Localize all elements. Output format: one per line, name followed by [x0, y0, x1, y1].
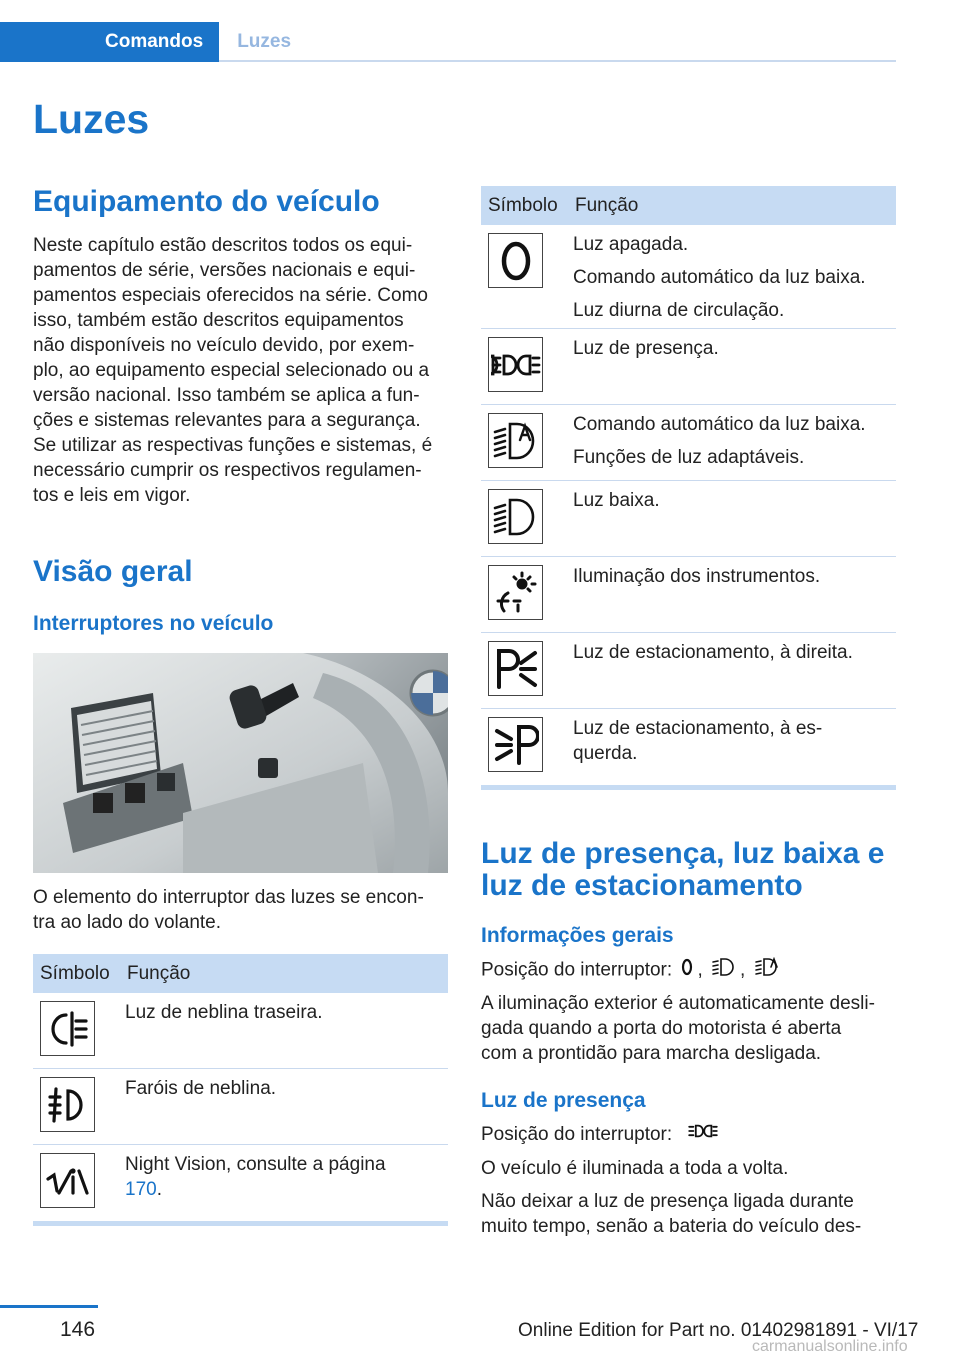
text-line: pamentos de série, versões nacionais e equi-: [33, 260, 416, 281]
symbol-table-left: [33, 954, 448, 1226]
low-beam-icon: [712, 957, 736, 984]
table-row: [481, 709, 896, 785]
parking-lights-icon: [681, 1122, 725, 1147]
table-row: [481, 557, 896, 633]
row-text: Luz baixa.: [573, 490, 660, 511]
separator: ,: [697, 959, 703, 981]
parking-lights-icon: [488, 337, 543, 392]
text-line: não disponíveis no veículo devido, por exem-: [33, 335, 415, 356]
text-line: gada quando a porta do motorista é aberta: [481, 1018, 842, 1039]
watermark: carmanualsonline.info: [752, 1338, 908, 1355]
switch-position-label: Posição do interruptor:: [481, 1124, 673, 1145]
subheading-interruptores: Interruptores no veículo: [33, 612, 274, 635]
row-text: Luz de neblina traseira.: [125, 1002, 323, 1023]
row-text: Luz de estacionamento, à es-: [573, 718, 823, 739]
text-line: O elemento do interruptor das luzes se encon-: [33, 887, 424, 908]
row-text: Luz diurna de circulação.: [573, 300, 785, 321]
table-row: [481, 633, 896, 709]
row-text: Comando automático da luz baixa.: [573, 267, 866, 288]
auto-headlight-icon: [488, 413, 543, 468]
table-end-rule: [481, 785, 896, 790]
row-text: Funções de luz adaptáveis.: [573, 447, 805, 468]
text-line: muito tempo, senão a bateria do veículo des-: [481, 1216, 862, 1237]
info-paragraph: [481, 991, 901, 1066]
text-line: versão nacional. Isso também se aplica a fun-: [33, 385, 420, 406]
table-end-rule: [33, 1221, 448, 1226]
auto-headlight-icon: [755, 957, 779, 984]
text-line: ções e sistemas relevantes para a segurança.: [33, 410, 421, 431]
text-line: necessário cumprir os respectivos regulamen-: [33, 460, 422, 481]
section-heading-luz-presenca: [481, 838, 884, 902]
text-paragraph: O veículo é iluminada a toda a volta.: [481, 1158, 789, 1179]
text-line: Se utilizar as respectivas funções e sistemas, é: [33, 435, 433, 456]
low-beam-icon: [488, 489, 543, 544]
text-line: isso, também estão descritos equipamentos: [33, 310, 404, 331]
tab-comandos[interactable]: Comandos: [0, 22, 219, 62]
heading-line: luz de estacionamento: [481, 869, 803, 902]
table-row: [33, 1069, 448, 1145]
symbol-table-right: [481, 186, 896, 790]
page-link[interactable]: 170: [125, 1179, 157, 1200]
page-number: 146: [60, 1318, 96, 1341]
page-number-rule: [0, 1305, 98, 1308]
text-line: pamentos especiais oferecidos na série. Como: [33, 285, 428, 306]
col-symbol-header: Símbolo: [488, 194, 558, 216]
instrument-lighting-icon: [488, 565, 543, 620]
row-text: Iluminação dos instrumentos.: [573, 566, 821, 587]
table-row: [481, 225, 896, 329]
dashboard-photo: [33, 653, 448, 873]
page-title: Luzes: [33, 96, 150, 142]
text-line: tra ao lado do volante.: [33, 912, 222, 933]
parking-light-left-icon: [488, 717, 543, 772]
row-text: Luz de presença.: [573, 338, 719, 359]
row-text: Luz de estacionamento, à direita.: [573, 642, 853, 663]
text-line: Não deixar a luz de presença ligada durante: [481, 1191, 854, 1212]
table-row: [33, 993, 448, 1069]
section-heading-equipamento: Equipamento do veículo: [33, 185, 380, 218]
table-row: [481, 481, 896, 557]
row-text: Night Vision, consulte a página: [125, 1154, 386, 1175]
front-fog-light-icon: [40, 1077, 95, 1132]
text-line: A iluminação exterior é automaticamente desli-: [481, 993, 875, 1014]
rear-fog-light-icon: [40, 1001, 95, 1056]
switch-position-line: [481, 957, 901, 984]
subheading-informacoes-gerais: Informações gerais: [481, 924, 674, 947]
text-paragraph: [481, 1189, 901, 1239]
section-heading-visao-geral: Visão geral: [33, 555, 193, 588]
tab-luzes[interactable]: Luzes: [237, 31, 292, 52]
text-line: tos e leis em vigor.: [33, 485, 191, 506]
switch-position-label: Posição do interruptor:: [481, 959, 673, 981]
text-line: com a prontidão para marcha desligada.: [481, 1043, 822, 1064]
table-header: [33, 954, 448, 993]
header-tabs: [0, 22, 896, 62]
row-text: Luz apagada.: [573, 234, 689, 255]
heading-line: Luz de presença, luz baixa e: [481, 837, 885, 870]
section-intro-text: [33, 233, 453, 508]
table-row: [481, 329, 896, 405]
edition-footer: Online Edition for Part no. 01402981891 - VI/17: [518, 1320, 919, 1341]
text-line: plo, ao equipamento especial selecionado ou a: [33, 360, 430, 381]
row-text: querda.: [573, 743, 638, 764]
row-text: Comando automático da luz baixa.: [573, 414, 866, 435]
row-text: Faróis de neblina.: [125, 1078, 277, 1099]
punctuation: .: [156, 1179, 162, 1200]
col-function-header: Função: [575, 194, 639, 216]
parking-light-right-icon: [488, 641, 543, 696]
zero-off-icon: [488, 233, 543, 288]
switch-position-line: [481, 1122, 901, 1147]
table-header: [481, 186, 896, 225]
col-function-header: Função: [127, 962, 191, 984]
col-symbol-header: Símbolo: [40, 962, 110, 984]
table-row: [481, 405, 896, 481]
zero-off-icon: [681, 958, 693, 983]
night-vision-icon: [40, 1153, 95, 1208]
subheading-luz-presenca: Luz de presença: [481, 1089, 646, 1112]
separator: ,: [740, 959, 746, 981]
table-row: [33, 1145, 448, 1221]
text-line: Neste capítulo estão descritos todos os equi-: [33, 235, 413, 256]
photo-caption: [33, 885, 453, 935]
